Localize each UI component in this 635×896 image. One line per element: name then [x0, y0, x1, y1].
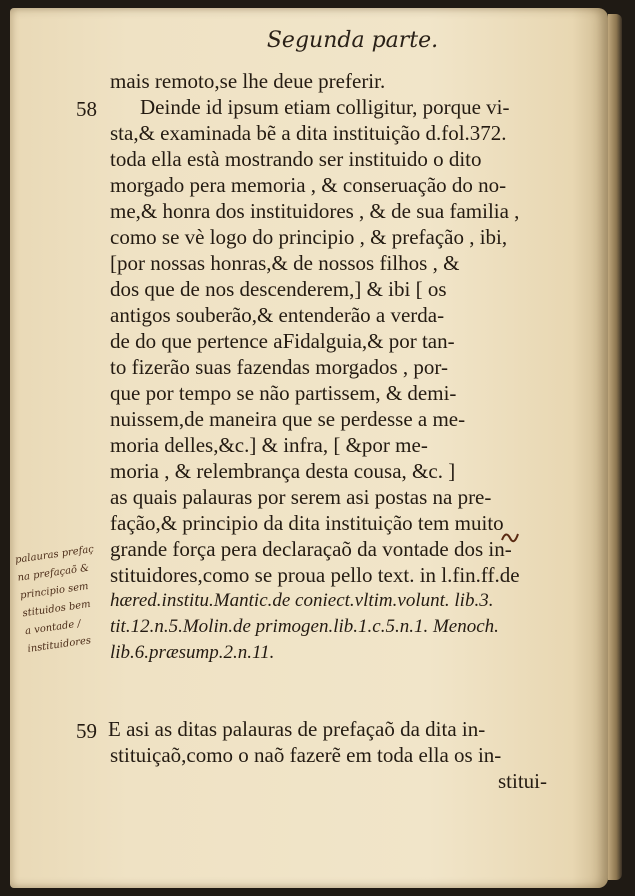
- note-line: a vontade /: [24, 618, 82, 638]
- text-line: nuissem,de maneira que se perdesse a me-: [110, 407, 466, 431]
- catchword: stitui-: [498, 769, 548, 793]
- text-line: me,& honra dos instituidores , & de sua familia ,: [110, 199, 520, 223]
- note-line: stituidos bem: [21, 598, 92, 620]
- note-line: principio sem: [19, 581, 90, 602]
- running-header: Segunda parte.: [266, 28, 439, 53]
- text-line: como se vè logo do principio , & prefação , ibi,: [110, 225, 508, 249]
- citation-line: hæred.institu.Mantic.de coniect.vltim.volunt. lib.3.: [110, 590, 494, 611]
- text-line: fação,& principio da dita instituição tem muito: [110, 511, 504, 535]
- text-line: grande força pera declaraçaõ da vontade dos in-: [110, 537, 512, 561]
- text-line: mais remoto,se lhe deue preferir.: [110, 69, 386, 93]
- text-line: E asi as ditas palauras de prefaçaõ da dita in-: [108, 717, 486, 741]
- handwritten-marginal-note: [14, 538, 128, 659]
- note-line: palauras prefaç: [14, 543, 95, 566]
- text-line: as quais palauras por serem asi postas na pre-: [110, 485, 492, 509]
- note-line: na prefaçaõ &: [16, 562, 90, 584]
- page-edge: [608, 14, 622, 880]
- text-line: moria delles,&c.] & infra, [ &por me-: [110, 433, 428, 457]
- text-line: antigos souberão,& entenderão a verda-: [110, 303, 445, 327]
- text-line: de do que pertence aFidalguia,& por tan-: [110, 329, 455, 353]
- citation-line: lib.6.præsump.2.n.11.: [110, 642, 275, 663]
- text-line: moria , & relembrança desta cousa, &c. ]: [110, 459, 456, 483]
- text-line: dos que de nos descenderem,] & ibi [ os: [110, 277, 447, 301]
- text-line: sta,& examinada bẽ a dita instituição d.fol.372.: [110, 121, 507, 145]
- text-line: stituidores,como se proua pello text. in l.fin.ff.de: [110, 563, 520, 587]
- paragraph-number-59: 59: [76, 719, 97, 743]
- text-line: morgado pera memoria , & conseruação do no-: [110, 173, 507, 197]
- text-line: stituiçaõ,como o naõ fazerẽ em toda ella os in-: [110, 743, 502, 767]
- citation-line: tit.12.n.5.Molin.de primogen.lib.1.c.5.n.1. Menoch.: [110, 616, 499, 637]
- paragraph-number-58: 58: [76, 97, 97, 121]
- note-line: instituidores: [26, 635, 92, 655]
- ink-mark-icon: [500, 528, 520, 546]
- text-line: Deinde id ipsum etiam colligitur, porque vi-: [140, 95, 510, 119]
- text-line: [por nossas honras,& de nossos filhos , &: [110, 251, 460, 275]
- text-line: que por tempo se não partissem, & demi-: [110, 381, 457, 405]
- text-line: toda ella està mostrando ser instituido o dito: [110, 147, 482, 171]
- text-line: to fizerão suas fazendas morgados , por-: [110, 355, 448, 379]
